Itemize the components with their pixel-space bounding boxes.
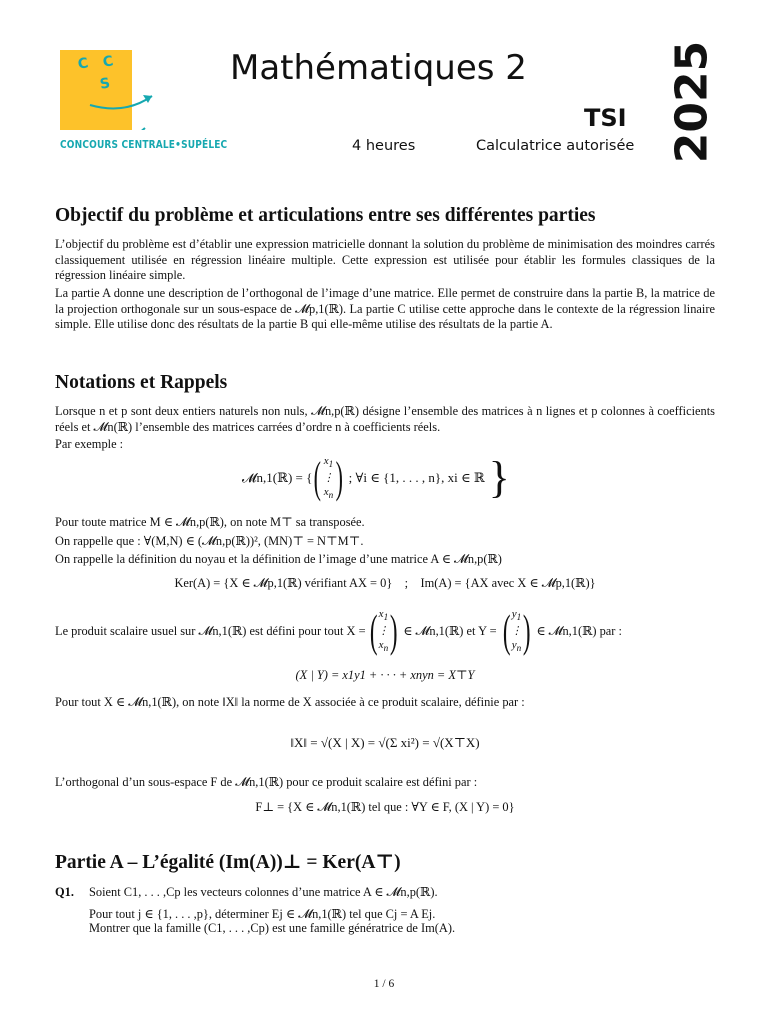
question-text: Pour tout j ∈ {1, . . . ,p}, déterminer Ej ∈ 𝓜n,1(ℝ) tel que Cj = A Ej. (89, 907, 436, 921)
transpose-recall: On rappelle que : ∀(M,N) ∈ (𝓜n,p(ℝ))², (MN)⊤ = N⊤M⊤. (55, 534, 364, 548)
filiere: TSI (584, 104, 627, 132)
left-paren-icon: ( (502, 605, 511, 656)
example-label: Par exemple : (55, 437, 124, 451)
transpose-note: Pour toute matrice M ∈ 𝓜n,p(ℝ), on note M⊤ sa transposée. (55, 515, 365, 529)
mn1-definition (242, 452, 510, 504)
scalar-mid: ∈ 𝓜n,1(ℝ) et Y = (403, 624, 497, 638)
year: 2025 (666, 40, 718, 164)
scalar-end: ∈ 𝓜n,1(ℝ) par : (536, 624, 622, 638)
page-number: 1 / 6 (373, 978, 395, 990)
paragraph: La partie A donne une description de l’orthogonal de l’image d’une matrice. Elle permet de construire dans la partie B, la matrice de la projection orthogonale sur un sous-espace de 𝓜p,1(ℝ). La partie C utilise cette approche dans le contexte de la régression linaire simple. Elle utilise donc des résultats de la partie B qui elle-même utilise des résultats de la partie A. (55, 286, 715, 332)
right-paren-icon: ) (522, 605, 531, 656)
logo-letter-2: C (101, 53, 115, 71)
right-brace-icon: } (488, 453, 510, 502)
section-title-objectif: Objectif du problème et articulations entre ses différentes parties (55, 205, 596, 226)
paragraph: Lorsque n et p sont deux entiers naturels non nuls, 𝓜n,p(ℝ) désigne l’ensemble des matrices à n lignes et p colonnes à coefficients réels et 𝓜n(ℝ) l’ensemble des matrices carrées d’ordre n à coefficients réels. (55, 404, 715, 434)
norm-formula: ‖X‖ = √(X | X) = √(Σ xi²) = √(X⊤X) (290, 735, 480, 750)
logo-letter-1: C (76, 55, 90, 73)
column-vector: $x_1$ ⋮ $x_n$ (323, 454, 334, 501)
scalar-formula: (X | Y) = x1y1 + · · · + xnyn = X⊤Y (295, 668, 475, 682)
orth-formula: F⊥ = {X ∈ 𝓜n,1(ℝ) tel que : ∀Y ∈ F, (X | Y) = 0} (255, 800, 515, 814)
norm-intro: Pour tout X ∈ 𝓜n,1(ℝ), on note ‖X‖ la norme de X associée à ce produit scalaire, définie par : (55, 695, 525, 709)
left-paren-icon: ( (369, 605, 378, 656)
ker-im-recall: On rappelle la définition du noyau et la définition de l’image d’une matrice A ∈ 𝓜n,p(ℝ) (55, 552, 502, 566)
duration: 4 heures (352, 138, 416, 154)
question-text: Montrer que la famille (C1, . . . ,Cp) est une famille génératrice de Im(A). (89, 921, 456, 935)
left-paren-icon: ( (314, 453, 322, 502)
calculator-note: Calculatrice autorisée (476, 138, 635, 154)
scalar-intro: Le produit scalaire usuel sur 𝓜n,1(ℝ) est défini pour tout X = (55, 624, 366, 638)
page-title: Mathématiques 2 (230, 48, 527, 88)
ker-im-formula: Ker(A) = {X ∈ 𝓜p,1(ℝ) vérifiant AX = 0} ; Im(A) = {AX avec X ∈ 𝓜p,1(ℝ)} (174, 576, 596, 590)
scalar-product-definition (55, 603, 622, 659)
logo-letter-3: S (98, 75, 112, 93)
paragraph: L’objectif du problème est d’établir une expression matricielle donnant la solution du problème de minimisation des moindres carrés classiquement utilisée en régression linéaire multiple. Cette expression est utilisée pour établir les formules classiques de la régression linéaire simple. (55, 237, 715, 283)
mn1-def-lhs: 𝓜n,1(ℝ) = { (242, 470, 313, 485)
question-text: Soient C1, . . . ,Cp les vecteurs colonnes d’une matrice A ∈ 𝓜n,p(ℝ). (89, 885, 438, 899)
right-paren-icon: ) (389, 605, 398, 656)
section-title-notations: Notations et Rappels (55, 372, 228, 393)
question-label: Q1. (55, 885, 74, 899)
column-vector-x: $x_1$ ⋮ $x_n$ (377, 607, 389, 654)
part-a-title: Partie A – L’égalité (Im(A))⊥ = Ker(A⊤) (55, 852, 401, 873)
mn1-def-condition: ; ∀i ∈ {1, . . . , n}, xi ∈ ℝ (348, 470, 485, 485)
column-vector-y: $y_1$ ⋮ $y_n$ (511, 607, 522, 654)
right-paren-icon: ) (335, 453, 343, 502)
orth-intro: L’orthogonal d’un sous-espace F de 𝓜n,1(ℝ) pour ce produit scalaire est défini par : (55, 775, 478, 789)
org-name: CONCOURS CENTRALE•SUPÉLEC (60, 138, 228, 151)
logo (60, 50, 155, 130)
